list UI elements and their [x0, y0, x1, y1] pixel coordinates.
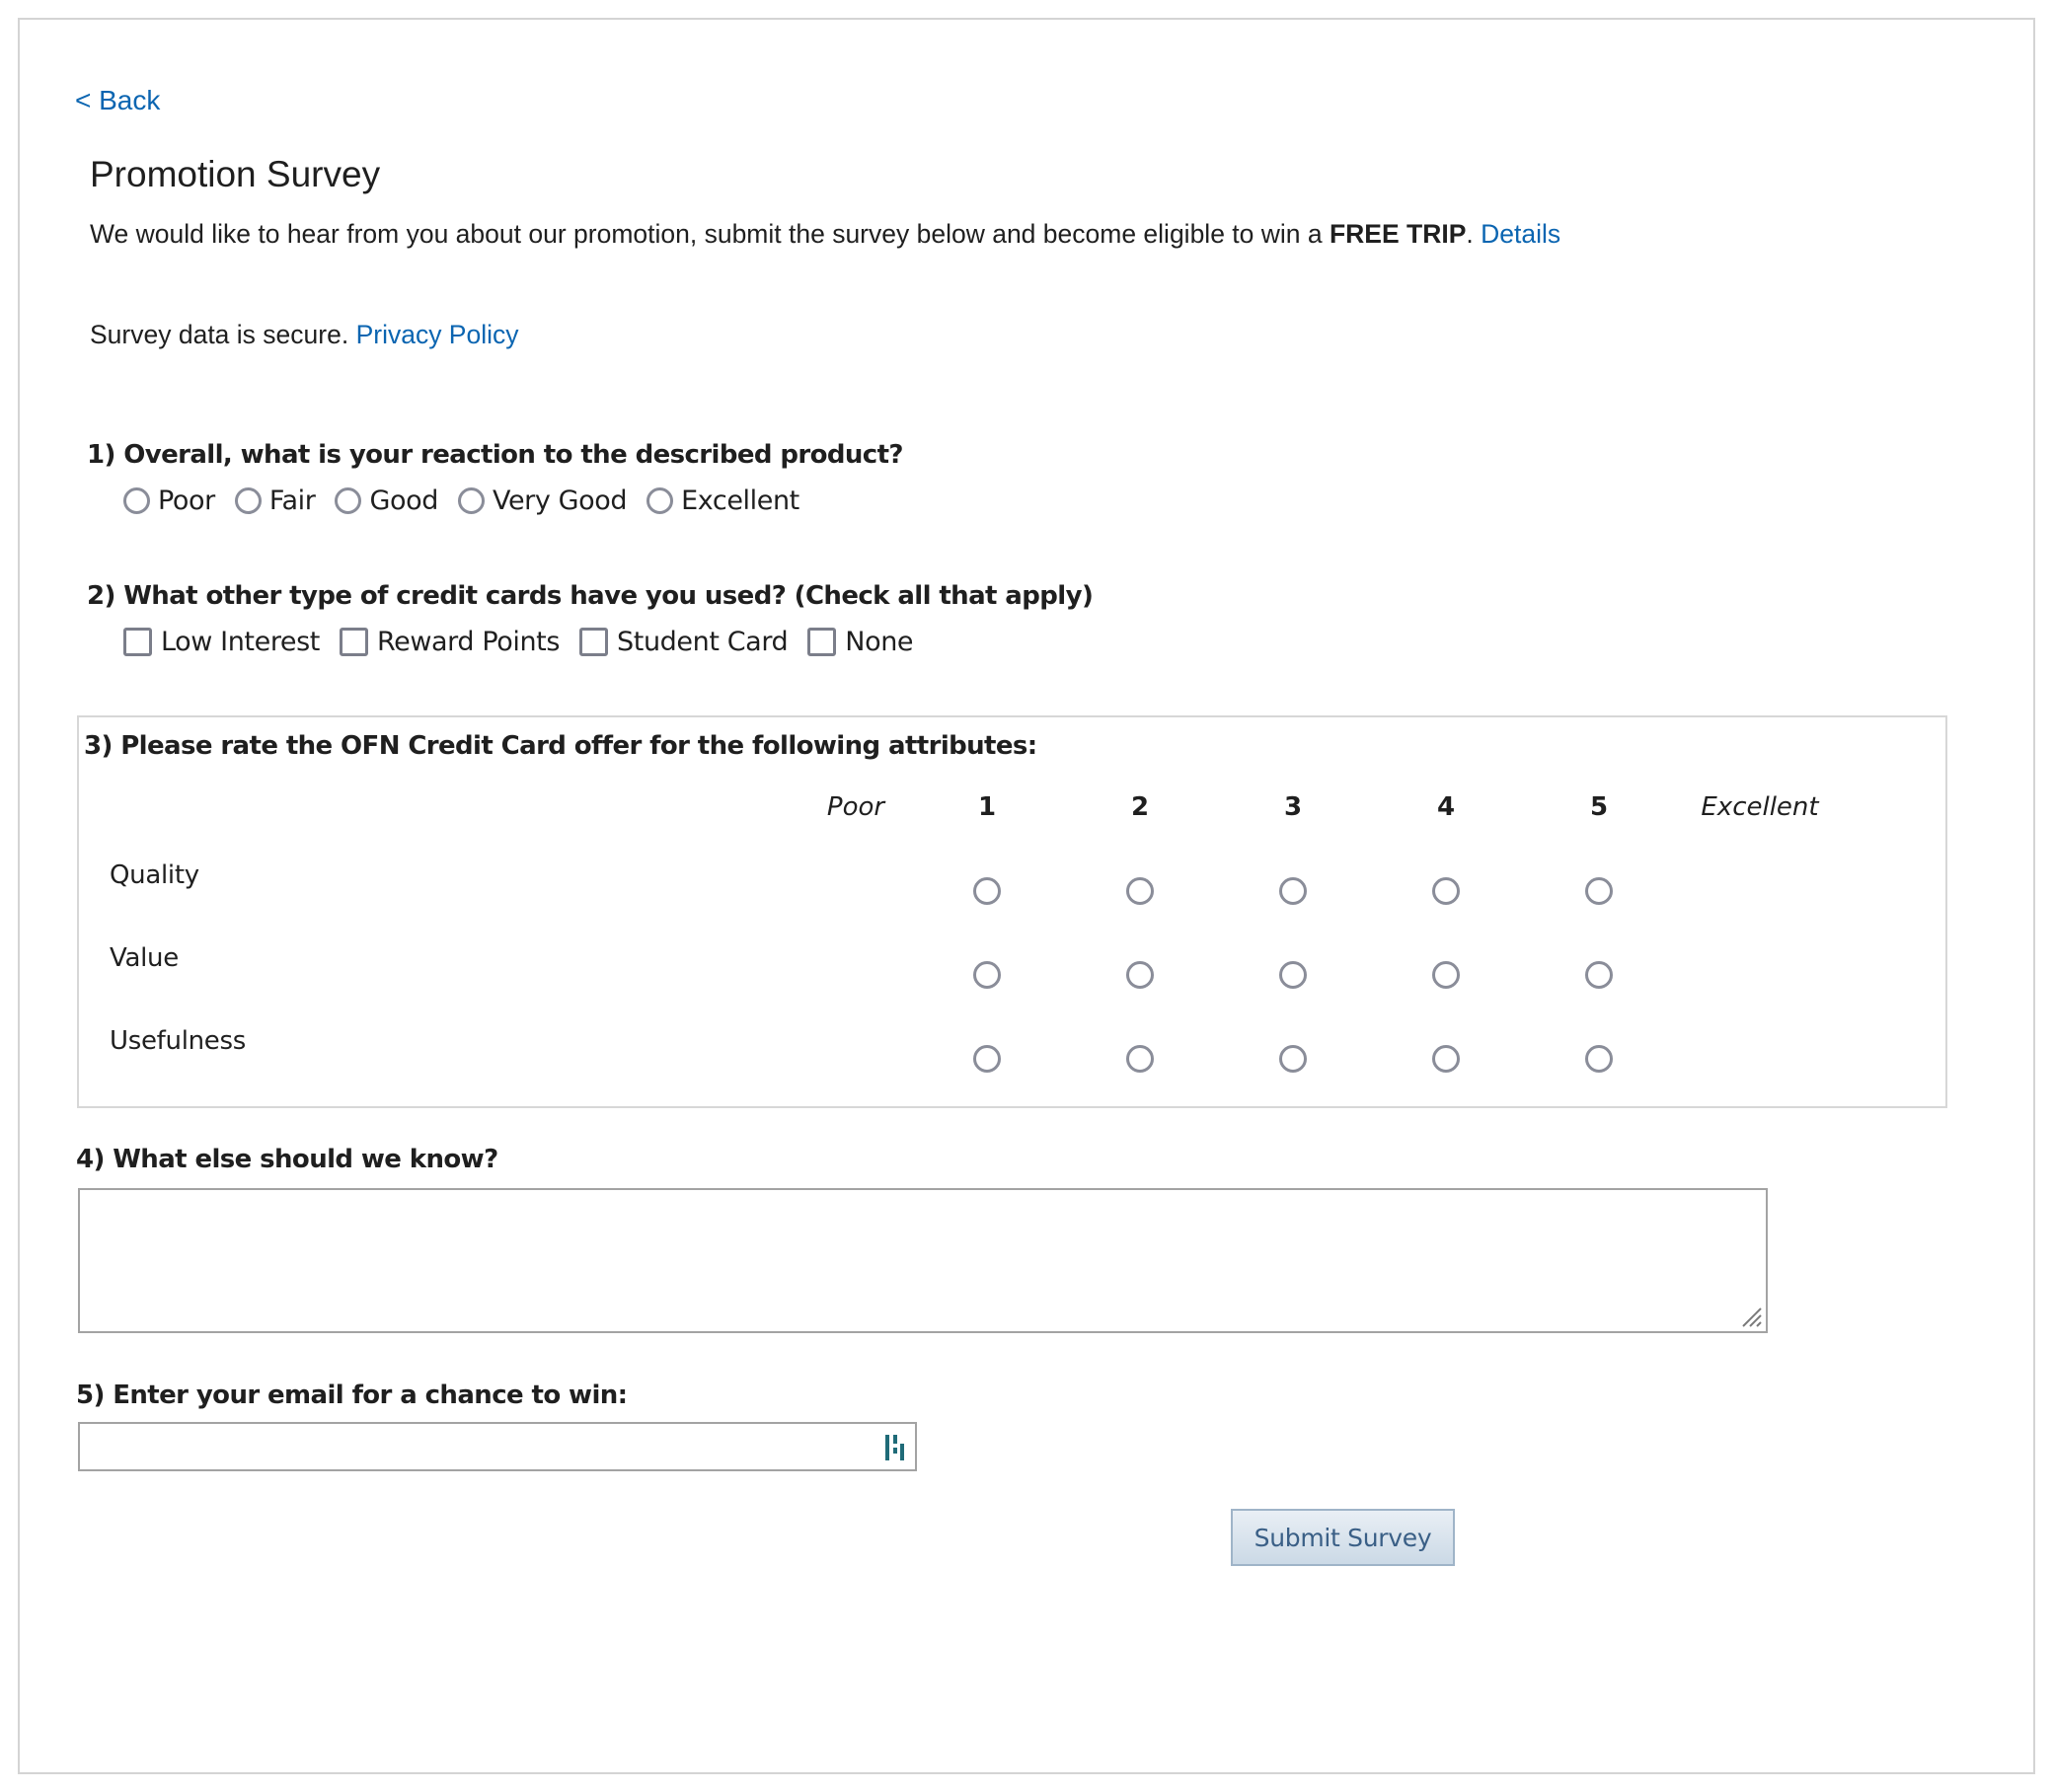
scale-header-1: 1 [977, 792, 997, 822]
scale-header-3: 3 [1283, 792, 1303, 822]
q2-label: 2) What other type of credit cards have you used? (Check all that apply) [87, 581, 1094, 611]
value-rating-2-radio[interactable] [1126, 961, 1154, 989]
value-rating-3-radio[interactable] [1279, 961, 1307, 989]
back-link[interactable]: < Back [75, 85, 161, 115]
intro-period: . [1466, 219, 1474, 249]
usefulness-rating-2-radio[interactable] [1126, 1045, 1154, 1073]
usefulness-rating-4-radio[interactable] [1432, 1045, 1460, 1073]
q1-option-excellent[interactable]: Excellent [646, 485, 799, 516]
checkbox[interactable] [340, 628, 368, 656]
quality-rating-4-radio[interactable] [1432, 877, 1460, 905]
usefulness-rating-5-radio[interactable] [1585, 1045, 1613, 1073]
security-note [90, 320, 519, 350]
page-title: Promotion Survey [90, 154, 381, 194]
q4-label: 4) What else should we know? [76, 1145, 498, 1174]
radio-button[interactable] [235, 487, 262, 514]
radio-button[interactable] [458, 487, 485, 514]
q2-option-reward-points[interactable]: Reward Points [340, 627, 560, 657]
rating-row-value: Value [110, 943, 179, 973]
quality-rating-3-radio[interactable] [1279, 877, 1307, 905]
checkbox[interactable] [807, 628, 836, 656]
intro-highlight: FREE TRIP [1329, 219, 1467, 249]
q1-options [123, 485, 819, 516]
privacy-policy-link[interactable]: Privacy Policy [355, 320, 519, 349]
scale-high-label: Excellent [1701, 792, 1819, 822]
password-manager-icon[interactable] [884, 1433, 906, 1462]
q1-option-very-good[interactable]: Very Good [458, 485, 627, 516]
usefulness-rating-1-radio[interactable] [973, 1045, 1001, 1073]
value-rating-5-radio[interactable] [1585, 961, 1613, 989]
email-input[interactable] [78, 1422, 917, 1471]
scale-header-2: 2 [1130, 792, 1150, 822]
q1-option-fair[interactable]: Fair [235, 485, 316, 516]
quality-rating-5-radio[interactable] [1585, 877, 1613, 905]
checkbox[interactable] [123, 628, 152, 656]
scale-low-label: Poor [826, 792, 885, 822]
q2-option-student-card[interactable]: Student Card [579, 627, 788, 657]
q2-option-low-interest[interactable]: Low Interest [123, 627, 320, 657]
resize-grip-icon[interactable] [1739, 1305, 1763, 1328]
value-rating-1-radio[interactable] [973, 961, 1001, 989]
q1-option-good[interactable]: Good [335, 485, 438, 516]
radio-button[interactable] [335, 487, 361, 514]
q3-label: 3) Please rate the OFN Credit Card offer for the following attributes: [84, 731, 1037, 761]
q5-label: 5) Enter your email for a chance to win: [76, 1381, 628, 1410]
scale-header-4: 4 [1436, 792, 1456, 822]
quality-rating-2-radio[interactable] [1126, 877, 1154, 905]
usefulness-rating-3-radio[interactable] [1279, 1045, 1307, 1073]
intro-sentence: We would like to hear from you about our promotion, submit the survey below and become eligible to win a [90, 219, 1330, 249]
feedback-textarea[interactable] [78, 1188, 1768, 1333]
q3-rating-grid [77, 715, 1947, 1108]
rating-row-quality: Quality [110, 860, 199, 890]
checkbox[interactable] [579, 628, 608, 656]
scale-header-5: 5 [1589, 792, 1609, 822]
quality-rating-1-radio[interactable] [973, 877, 1001, 905]
submit-survey-button[interactable]: Submit Survey [1231, 1509, 1455, 1566]
q2-option-none[interactable]: None [807, 627, 913, 657]
q1-label: 1) Overall, what is your reaction to the described product? [87, 440, 903, 470]
security-text: Survey data is secure. [90, 320, 349, 349]
radio-button[interactable] [123, 487, 150, 514]
value-rating-4-radio[interactable] [1432, 961, 1460, 989]
details-link[interactable]: Details [1481, 219, 1561, 249]
radio-button[interactable] [646, 487, 673, 514]
rating-row-usefulness: Usefulness [110, 1026, 246, 1056]
q2-options [123, 627, 933, 657]
intro-text [90, 219, 1560, 250]
q1-option-poor[interactable]: Poor [123, 485, 215, 516]
